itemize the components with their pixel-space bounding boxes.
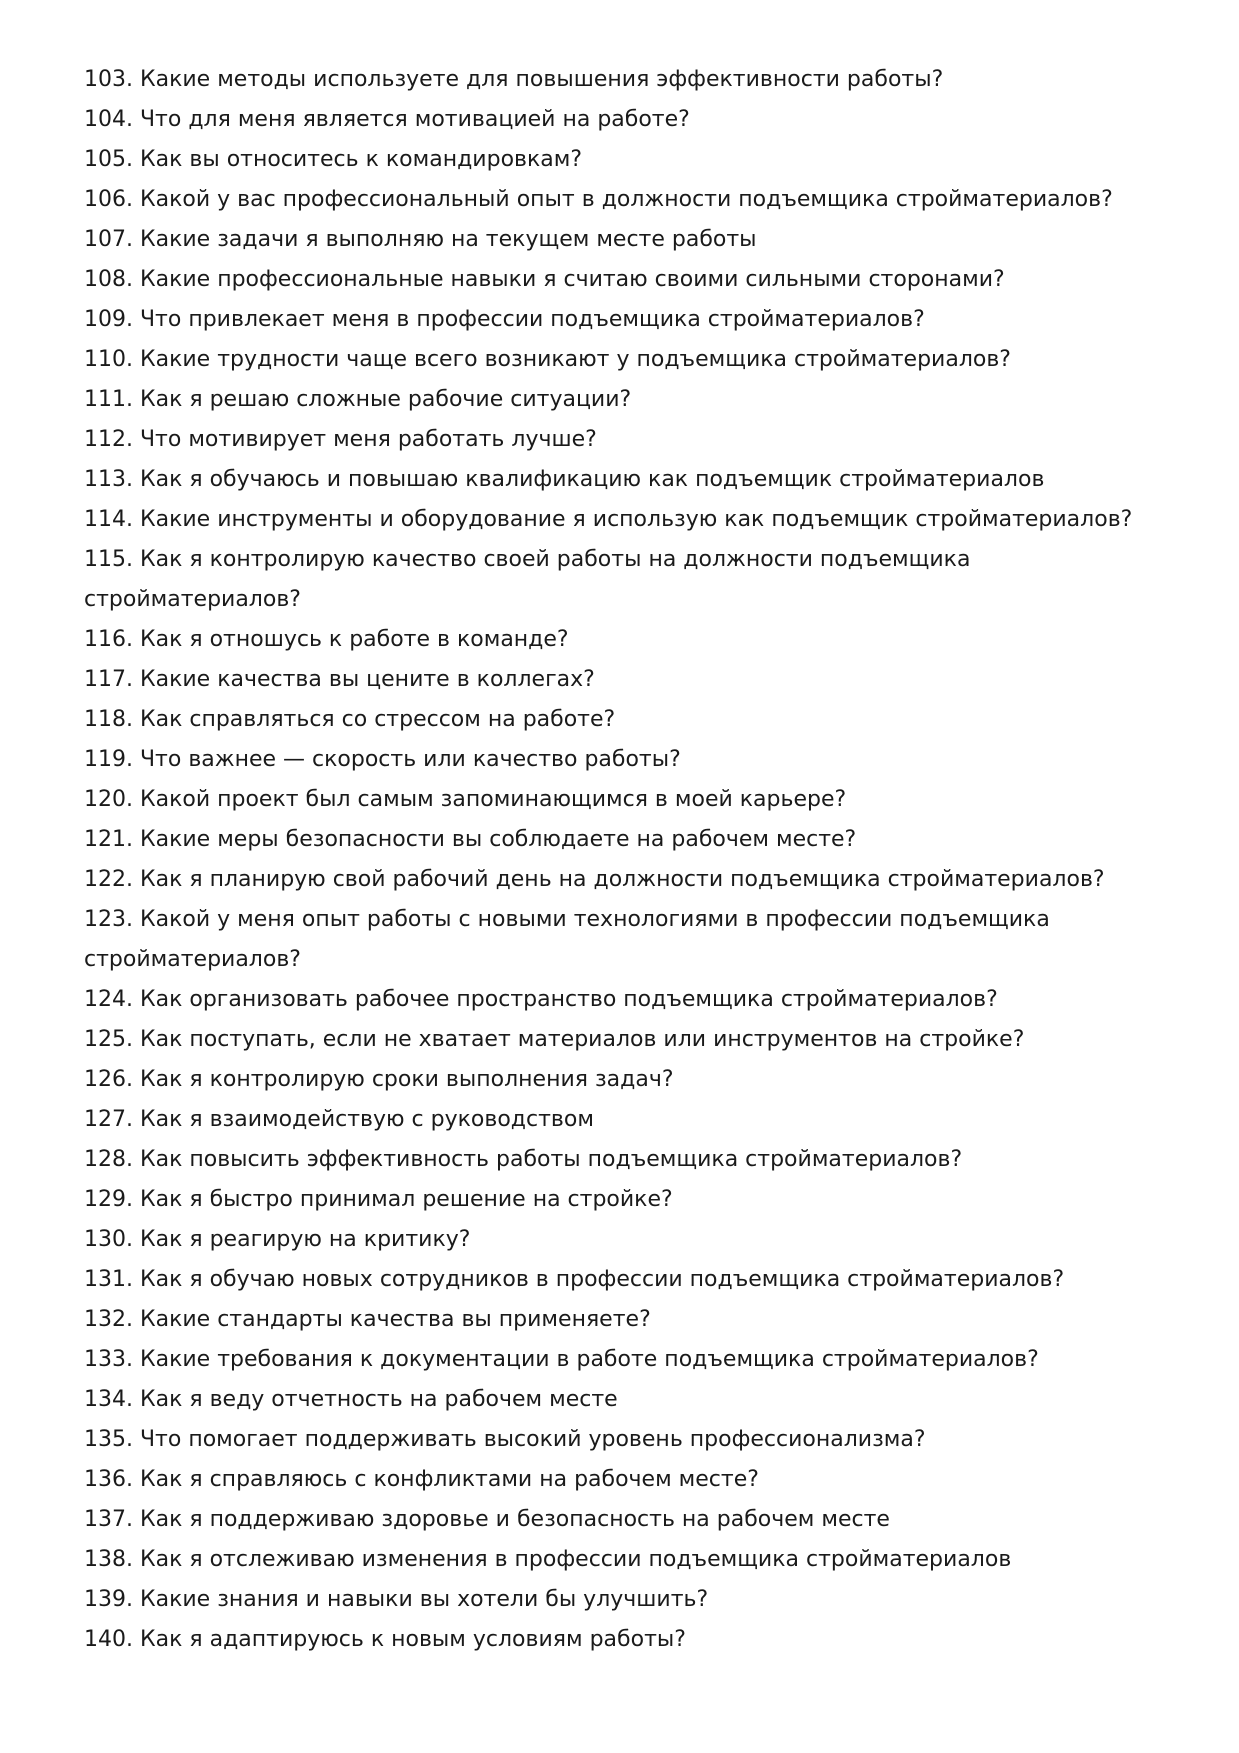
question-120: 120. Какой проект был самым запоминающимся в моей карьере?	[84, 787, 847, 812]
question-130: 130. Как я реагирую на критику?	[84, 1227, 471, 1252]
question-133: 133. Какие требования к документации в работе подъемщика стройматериалов?	[84, 1347, 1039, 1372]
question-108: 108. Какие профессиональные навыки я считаю своими сильными сторонами?	[84, 267, 1005, 292]
question-112: 112. Что мотивирует меня работать лучше?	[84, 427, 597, 452]
question-134: 134. Как я веду отчетность на рабочем месте	[84, 1387, 618, 1412]
question-103: 103. Какие методы используете для повышения эффективности работы?	[84, 67, 944, 92]
question-106: 106. Какой у вас профессиональный опыт в должности подъемщика стройматериалов?	[84, 187, 1113, 212]
question-107: 107. Какие задачи я выполняю на текущем месте работы	[84, 227, 757, 252]
question-126: 126. Как я контролирую сроки выполнения задач?	[84, 1067, 674, 1092]
question-121: 121. Какие меры безопасности вы соблюдаете на рабочем месте?	[84, 827, 857, 852]
question-111: 111. Как я решаю сложные рабочие ситуации?	[84, 387, 632, 412]
question-138: 138. Как я отслеживаю изменения в профессии подъемщика стройматериалов	[84, 1547, 1012, 1572]
question-125: 125. Как поступать, если не хватает материалов или инструментов на стройке?	[84, 1027, 1025, 1052]
question-123: 123. Какой у меня опыт работы с новыми технологиями в профессии подъемщика стройматериалов?	[84, 907, 1050, 972]
question-116: 116. Как я отношусь к работе в команде?	[84, 627, 569, 652]
question-128: 128. Как повысить эффективность работы подъемщика стройматериалов?	[84, 1147, 963, 1172]
question-139: 139. Какие знания и навыки вы хотели бы улучшить?	[84, 1587, 709, 1612]
question-119: 119. Что важнее — скорость или качество работы?	[84, 747, 681, 772]
question-137: 137. Как я поддерживаю здоровье и безопасность на рабочем месте	[84, 1507, 890, 1532]
question-140: 140. Как я адаптируюсь к новым условиям работы?	[84, 1627, 686, 1652]
question-135: 135. Что помогает поддерживать высокий уровень профессионализма?	[84, 1427, 926, 1452]
question-132: 132. Какие стандарты качества вы применяете?	[84, 1307, 651, 1332]
question-124: 124. Как организовать рабочее пространство подъемщика стройматериалов?	[84, 987, 998, 1012]
question-104: 104. Что для меня является мотивацией на работе?	[84, 107, 690, 132]
question-114: 114. Какие инструменты и оборудование я использую как подъемщик стройматериалов?	[84, 507, 1133, 532]
question-109: 109. Что привлекает меня в профессии подъемщика стройматериалов?	[84, 307, 925, 332]
question-136: 136. Как я справляюсь с конфликтами на рабочем месте?	[84, 1467, 759, 1492]
question-105: 105. Как вы относитесь к командировкам?	[84, 147, 583, 172]
question-115: 115. Как я контролирую качество своей работы на должности подъемщика стройматериалов?	[84, 547, 971, 612]
question-129: 129. Как я быстро принимал решение на стройке?	[84, 1187, 673, 1212]
question-127: 127. Как я взаимодействую с руководством	[84, 1107, 594, 1132]
question-131: 131. Как я обучаю новых сотрудников в профессии подъемщика стройматериалов?	[84, 1267, 1065, 1292]
question-122: 122. Как я планирую свой рабочий день на должности подъемщика стройматериалов?	[84, 867, 1105, 892]
question-118: 118. Как справляться со стрессом на работе?	[84, 707, 616, 732]
question-113: 113. Как я обучаюсь и повышаю квалификацию как подъемщик стройматериалов	[84, 467, 1045, 492]
question-110: 110. Какие трудности чаще всего возникают у подъемщика стройматериалов?	[84, 347, 1011, 372]
question-list	[84, 60, 1164, 1660]
question-117: 117. Какие качества вы цените в коллегах?	[84, 667, 595, 692]
